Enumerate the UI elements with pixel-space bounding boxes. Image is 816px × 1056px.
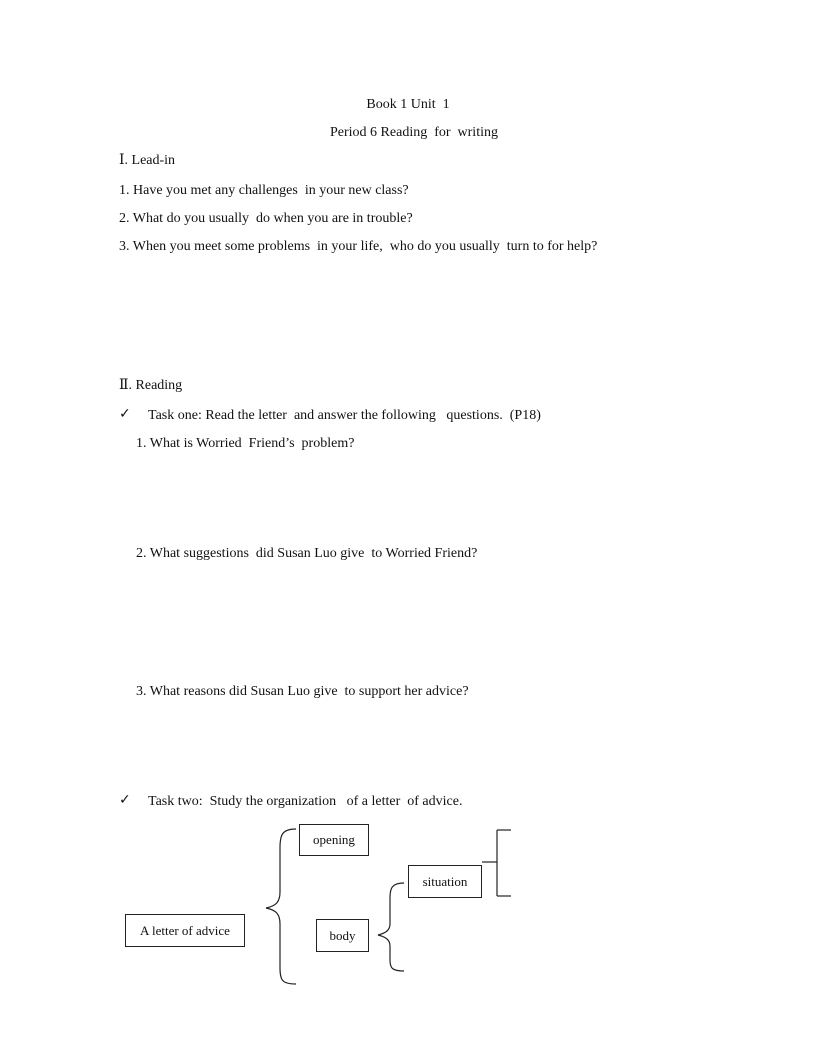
diagram-situation-box: situation — [408, 865, 482, 898]
document-subtitle: Period 6 Reading for writing — [330, 125, 498, 140]
task-one-label: Task one: Read the letter and answer the following questions. (P18) — [148, 408, 541, 423]
reading-heading: Ⅱ. Reading — [119, 378, 183, 393]
task-one-question-2: 2. What suggestions did Susan Luo give to Worried Friend? — [136, 546, 478, 561]
diagram-body-box: body — [316, 919, 369, 952]
task-two-label: Task two: Study the organization of a letter of advice. — [148, 794, 463, 809]
diagram-opening-box: opening — [299, 824, 369, 856]
document-title: Book 1 Unit 1 — [366, 97, 450, 112]
main-brace — [266, 829, 296, 984]
task-one-question-1: 1. What is Worried Friend’s problem? — [136, 436, 355, 451]
lead-in-question-1: 1. Have you met any challenges in your new class? — [119, 183, 409, 198]
body-brace — [378, 883, 404, 971]
lead-in-question-2: 2. What do you usually do when you are in trouble? — [119, 211, 413, 226]
task-one-question-3: 3. What reasons did Susan Luo give to support her advice? — [136, 684, 469, 699]
diagram-root-box: A letter of advice — [125, 914, 245, 947]
checkmark-icon: ✓ — [119, 406, 131, 422]
checkmark-icon: ✓ — [119, 792, 131, 808]
lead-in-heading: Ⅰ. Lead-in — [119, 153, 176, 168]
lead-in-question-3: 3. When you meet some problems in your life, who do you usually turn to for help? — [119, 239, 598, 254]
